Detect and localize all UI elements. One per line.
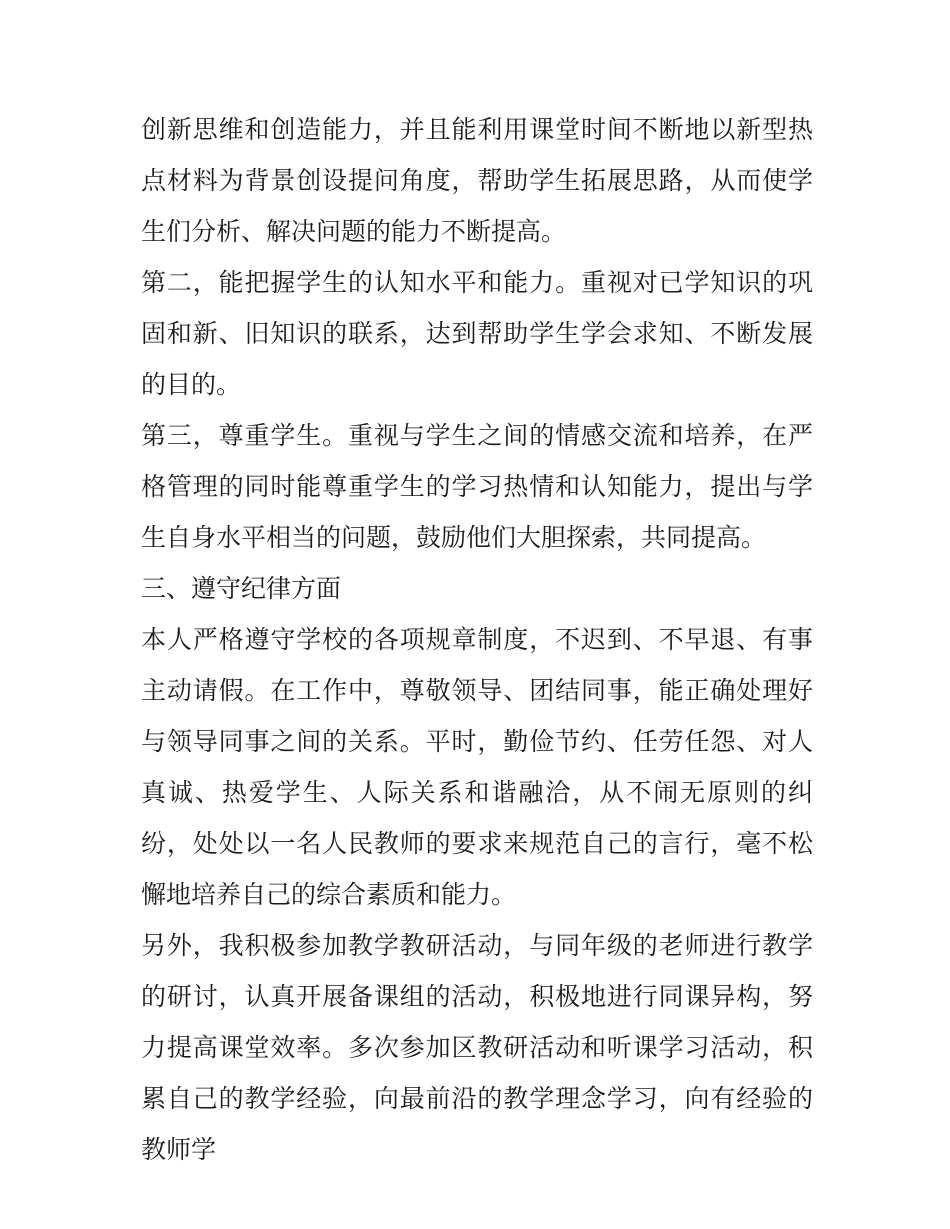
document-body: [141, 104, 813, 1175]
paragraph-point-two: 第二，能把握学生的认知水平和能力。重视对已学知识的巩固和新、旧知识的联系，达到帮助学生学会求知、不断发展的目的。: [141, 268, 813, 399]
section-heading-discipline: 三、遵守纪律方面: [141, 574, 342, 603]
paragraph-discipline: 本人严格遵守学校的各项规章制度，不迟到、不早退、有事主动请假。在工作中，尊敬领导、团结同事，能正确处理好与领导同事之间的关系。平时，勤俭节约、任劳任怨、对人真诚、热爱学生、人际关系和谐融洽，从不闹无原则的纠纷，处处以一名人民教师的要求来规范自己的言行，毫不松懈地培养自己的综合素质和能力。: [141, 625, 813, 909]
paragraph-research: 另外，我积极参加教学教研活动，与同年级的老师进行教学的研讨，认真开展备课组的活动，积极地进行同课异构，努力提高课堂效率。多次参加区教研活动和听课学习活动，积累自己的教学经验，向最前沿的教学理念学习，向有经验的教师学: [141, 931, 813, 1164]
paragraph-point-three: 第三，尊重学生。重视与学生之间的情感交流和培养，在严格管理的同时能尊重学生的学习热情和认知能力，提出与学生自身水平相当的问题，鼓励他们大胆探索，共同提高。: [141, 421, 813, 552]
paragraph-continued: 创新思维和创造能力，并且能利用课堂时间不断地以新型热点材料为背景创设提问角度，帮助学生拓展思路，从而使学生们分析、解决问题的能力不断提高。: [141, 115, 813, 246]
